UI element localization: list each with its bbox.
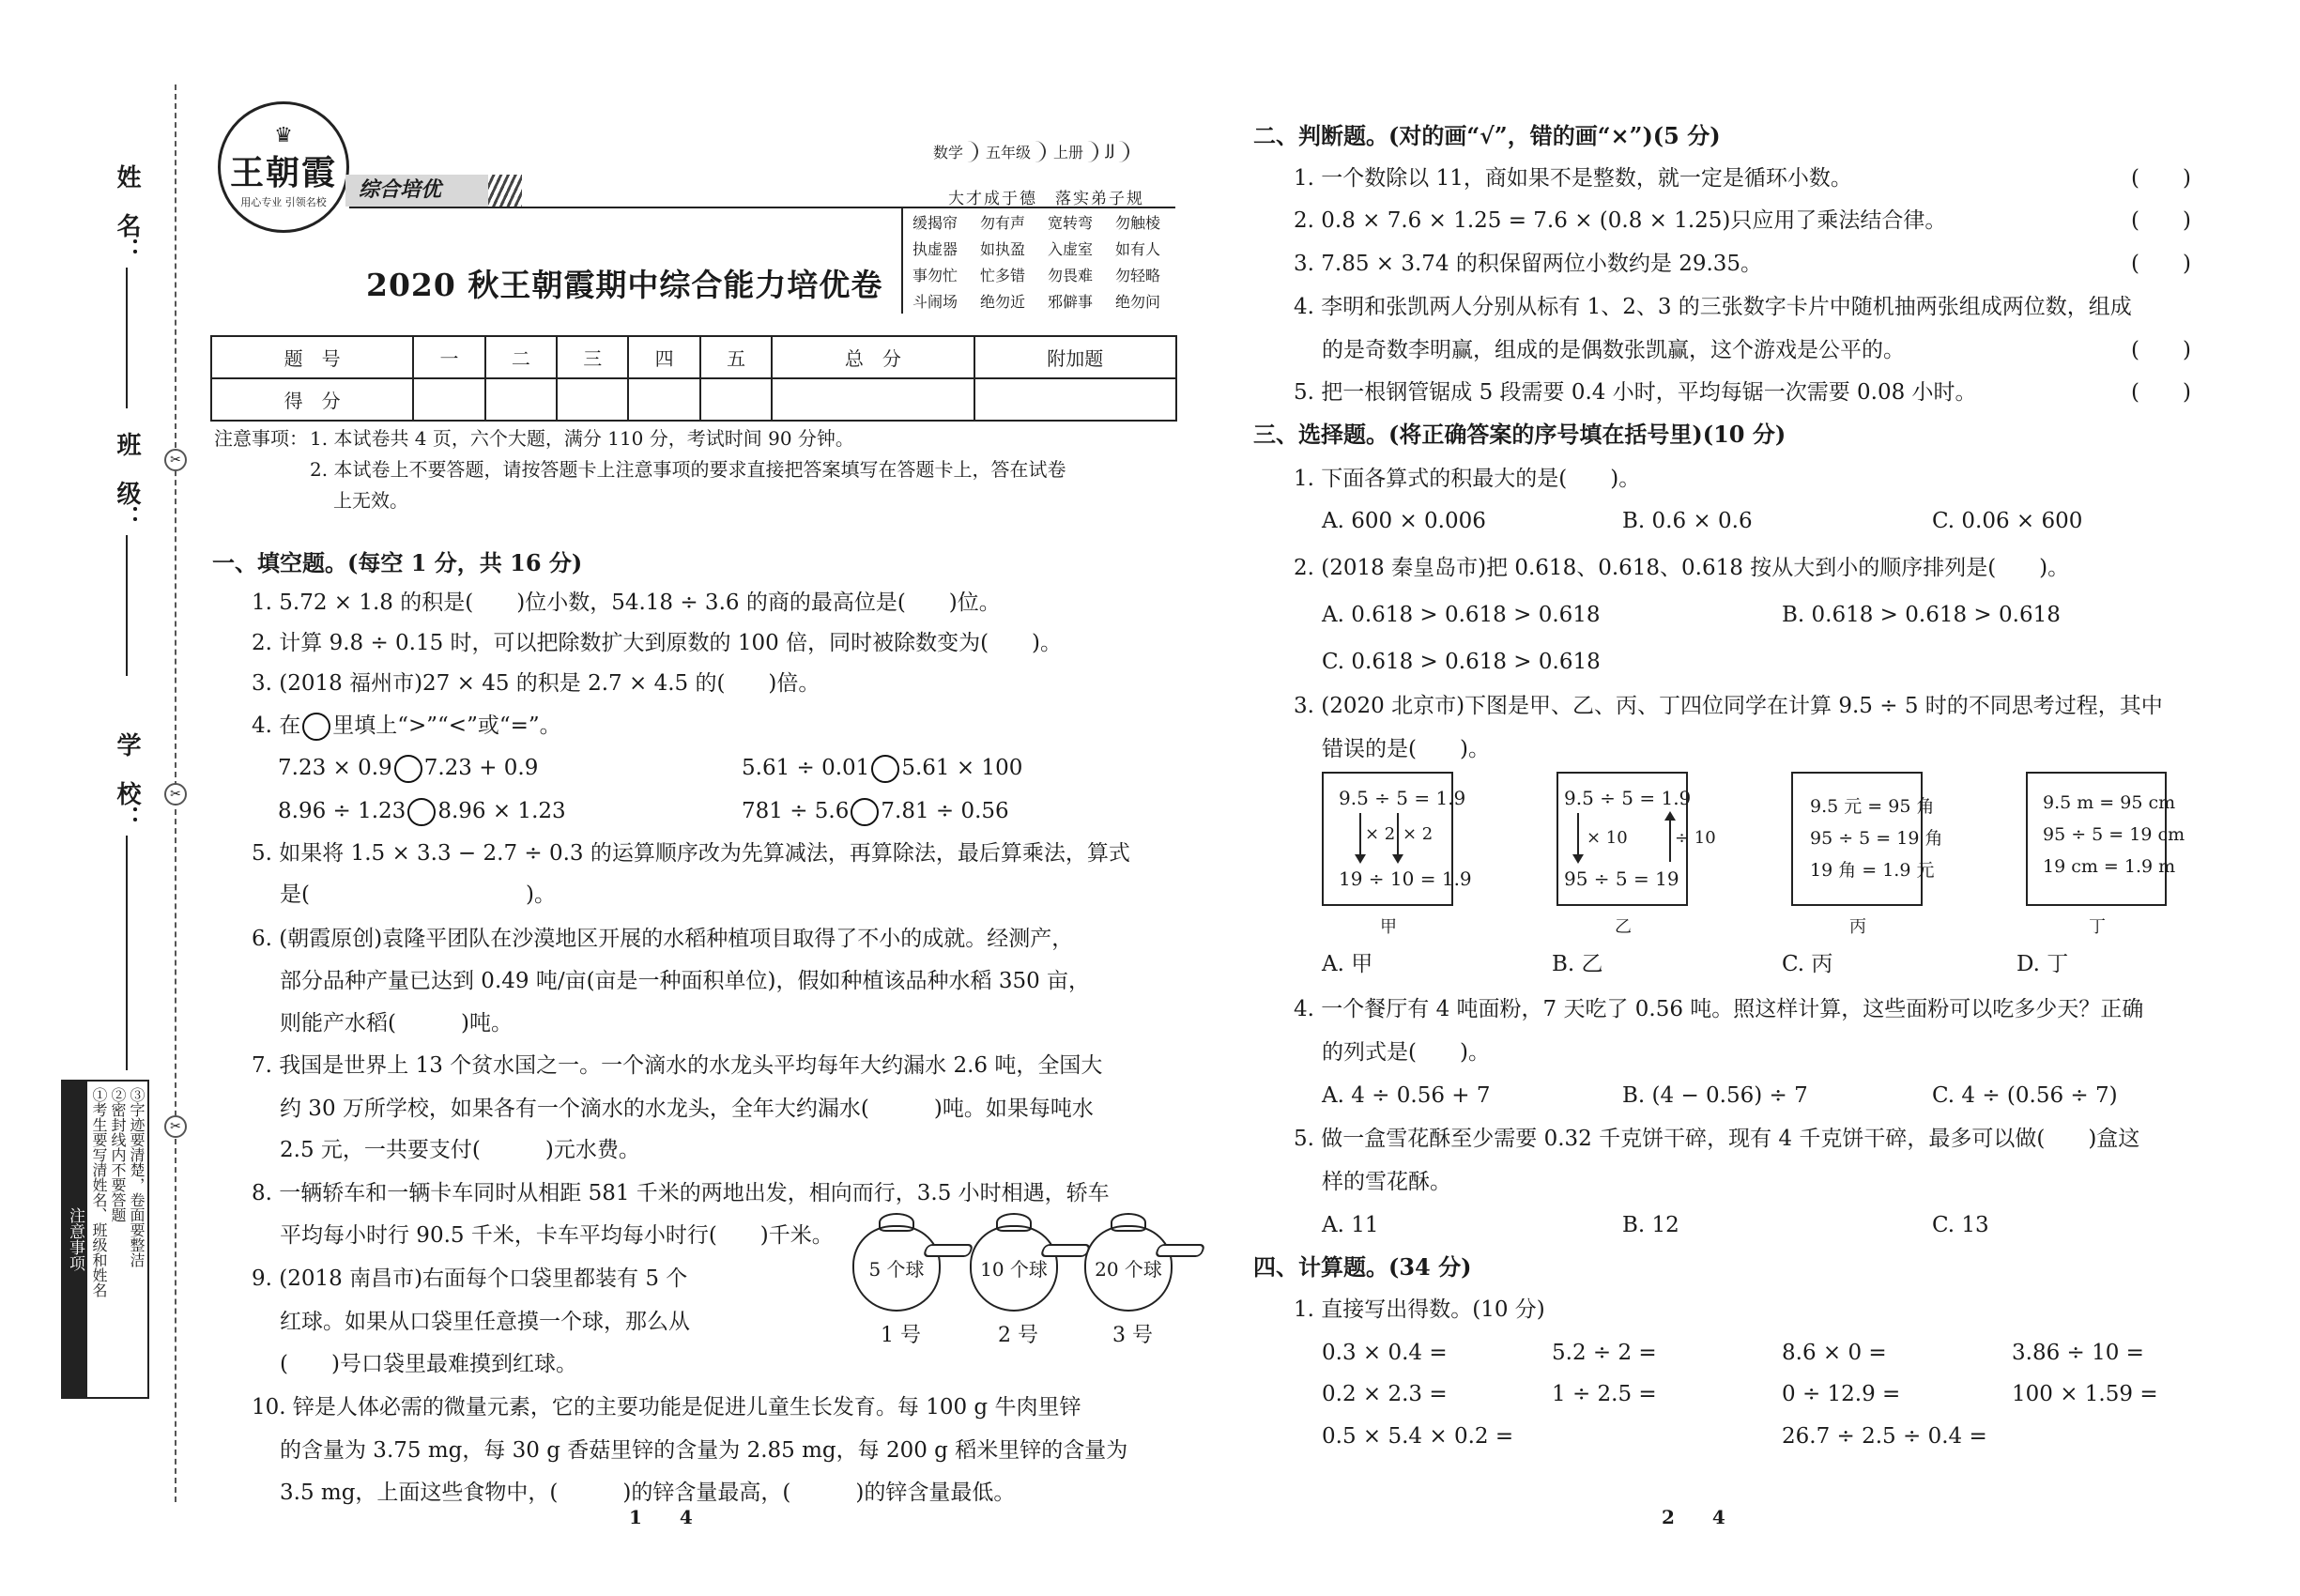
question-text: 6. (朝霞原创)袁隆平团队在沙漠地区开展的水稻种植项目取得了不小的成就。经测产，	[252, 927, 1074, 951]
compare-item	[742, 797, 1009, 826]
table-header: 附加题	[974, 336, 1176, 378]
box-op: × 2	[1403, 824, 1434, 844]
calc-item: 3.86 ÷ 10 =	[2012, 1341, 2144, 1365]
box-line: 9.5 元 = 95 角	[1810, 796, 1935, 817]
option-b: B. (4 − 0.56) ÷ 7	[1622, 1083, 1808, 1108]
rule-text: 入虚室	[1048, 239, 1094, 258]
score-cell[interactable]	[557, 378, 628, 421]
question-text: 4. 一个餐厅有 4 吨面粉，7 天吃了 0.56 吨。照这样计算，这些面粉可以吃多少天？正确	[1294, 997, 2144, 1021]
method-box-bing	[1791, 772, 1943, 906]
table-header: 一	[413, 336, 484, 378]
box-op: ÷ 10	[1675, 828, 1716, 848]
box-label: 丁	[2089, 917, 2106, 937]
question-text: 5. 如果将 1.5 × 3.3 − 2.7 ÷ 0.3 的运算顺序改为先算减法，再算除法，最后算乘法，算式	[252, 841, 1130, 866]
answer-paren[interactable]: ( )	[2131, 380, 2191, 405]
box-op: × 2	[1365, 824, 1396, 844]
box-label: 丙	[1849, 917, 1866, 937]
score-cell[interactable]	[700, 378, 772, 421]
compare-circle-icon[interactable]	[407, 798, 436, 826]
rule-text: 斗闹场	[912, 292, 958, 311]
answer-paren[interactable]: ( )	[2131, 208, 2191, 233]
name-field	[108, 164, 146, 408]
table-header: 五	[700, 336, 772, 378]
calc-item: 100 × 1.59 =	[2012, 1382, 2158, 1406]
compare-item	[742, 754, 1022, 783]
question-text: 样的雪花酥。	[1322, 1170, 1451, 1194]
score-cell[interactable]	[485, 378, 557, 421]
table-row	[211, 378, 1176, 421]
name-label: 姓 名：	[113, 164, 141, 262]
motto: 大才成于德 落实弟子规	[948, 190, 1144, 208]
box-line: 95 ÷ 5 = 19 cm	[2043, 824, 2185, 845]
bag-ribbon	[1154, 1244, 1205, 1257]
answer-paren[interactable]: ( )	[2131, 252, 2191, 276]
name-line[interactable]	[126, 268, 128, 408]
option-c: C. 4 ÷ (0.56 ÷ 7)	[1932, 1083, 2118, 1108]
question-text: 3. (2018 福州市)27 × 45 的积是 2.7 × 4.5 的( )倍。	[252, 671, 820, 696]
crumb-term: 上册	[1050, 141, 1098, 162]
brand-name: 王朝霞	[229, 152, 337, 192]
option-c: C. 0.06 × 600	[1932, 509, 2083, 533]
arrow-up-icon	[1669, 813, 1671, 862]
question-text: 2. (2018 秦皇岛市)把 0.618、0.618、0.618 按从大到小的顺序排列是( )。	[1294, 556, 2070, 580]
compare-right: 7.81 ÷ 0.56	[881, 799, 1009, 823]
bag-label: 3 号	[1112, 1324, 1153, 1347]
box-line: 9.5 ÷ 5 = 1.9	[1564, 787, 1692, 809]
page-title: 2020 秋王朝霞期中综合能力培优卷	[366, 267, 883, 303]
rule-text: 勿有声	[980, 213, 1026, 232]
notice-line: 上无效。	[333, 489, 408, 512]
option-b: B. 0.618 > 0.618 > 0.618	[1782, 603, 2061, 627]
binding-strip	[0, 0, 188, 1596]
question-text: 1. 一个数除以 11，商如果不是整数，就一定是循环小数。	[1294, 166, 1852, 191]
rule-text: 缓揭帘	[912, 213, 958, 232]
option-a: A. 甲	[1322, 952, 1373, 976]
calc-item: 0.2 × 2.3 =	[1322, 1382, 1448, 1406]
answer-paren[interactable]: ( )	[2131, 166, 2191, 191]
row-label: 得 分	[211, 378, 413, 421]
box-line: 19 cm = 1.9 m	[2043, 856, 2176, 877]
question-text: 1. 直接写出得数。(10 分)	[1294, 1297, 1545, 1322]
brand-slogan: 用心专业 引领名校	[240, 195, 327, 208]
question-text: 是( )。	[280, 882, 556, 907]
series-stripes	[488, 175, 522, 207]
table-header: 三	[557, 336, 628, 378]
crown-icon: ♛	[274, 123, 293, 147]
option-b: B. 乙	[1552, 952, 1603, 976]
option-c: C. 丙	[1782, 952, 1833, 976]
table-header: 总 分	[772, 336, 974, 378]
section-heading: 二、判断题。(对的画“√”，错的画“×”)(5 分)	[1253, 122, 1721, 149]
question-text: 错误的是( )。	[1322, 737, 1490, 761]
box-line: 95 ÷ 5 = 19	[1564, 867, 1679, 890]
score-cell[interactable]	[413, 378, 484, 421]
question-text: 的是奇数李明赢，组成的是偶数张凯赢，这个游戏是公平的。	[1322, 338, 1905, 362]
box-line: 9.5 ÷ 5 = 1.9	[1339, 787, 1466, 809]
brand-logo	[218, 101, 349, 233]
rule-text: 勿轻略	[1115, 266, 1161, 284]
question-text: 7. 我国是世界上 13 个贫水国之一。一个滴水的水龙头平均每年大约漏水 2.6 吨，全国大	[252, 1053, 1103, 1078]
method-box-jia	[1322, 772, 1472, 906]
box-line: 19 ÷ 10 = 1.9	[1339, 867, 1472, 890]
question-text: 的列式是( )。	[1322, 1040, 1490, 1065]
rule-text: 勿畏难	[1048, 266, 1094, 284]
compare-left: 5.61 ÷ 0.01	[742, 756, 870, 780]
bag-label: 1 号	[881, 1324, 921, 1347]
option-c: C. 13	[1932, 1213, 1989, 1237]
binding-notice-box	[61, 1080, 149, 1399]
calc-item: 1 ÷ 2.5 =	[1552, 1382, 1657, 1406]
question-text: 平均每小时行 90.5 千米，卡车平均每小时行( )千米。	[280, 1223, 834, 1248]
question-text: ( )号口袋里最难摸到红球。	[280, 1352, 577, 1376]
option-a: A. 11	[1322, 1213, 1379, 1237]
box-label: 乙	[1615, 917, 1632, 937]
school-field	[108, 732, 146, 1070]
question-text: 2. 0.8 × 7.6 × 1.25 = 7.6 × (0.8 × 1.25)只应用了乘法结合律。	[1294, 208, 1947, 233]
answer-paren[interactable]: ( )	[2131, 338, 2191, 362]
question-text: 10. 锌是人体必需的微量元素，它的主要功能是促进儿童生长发育。每 100 g 牛肉里锌	[252, 1395, 1081, 1420]
rule-text: 如执盈	[980, 239, 1026, 258]
calc-item: 5.2 ÷ 2 =	[1552, 1341, 1657, 1365]
question-text: 2.5 元，一共要支付( )元水费。	[280, 1138, 640, 1162]
rule-text: 邪僻事	[1048, 292, 1094, 311]
q4-prefix: 4. 在	[252, 714, 301, 738]
section-heading: 四、计算题。(34 分)	[1253, 1253, 1472, 1281]
compare-left: 7.23 × 0.9	[278, 756, 392, 780]
box-line: 9.5 m = 95 cm	[2043, 792, 2176, 813]
option-a: A. 600 × 0.006	[1322, 509, 1486, 533]
bag-2: 10 个球	[970, 1225, 1058, 1312]
table-row	[211, 336, 1176, 378]
table-header: 题 号	[211, 336, 413, 378]
notice-line: 1. 本试卷共 4 页，六个大题，满分 110 分，考试时间 90 分钟。	[310, 427, 854, 450]
question-text: 1. 下面各算式的积最大的是( )。	[1294, 467, 1641, 491]
compare-item	[278, 754, 538, 783]
binding-notice-line: ①考生要写清姓名、班级和姓名	[90, 1087, 108, 1297]
question-text	[252, 712, 561, 741]
score-table	[210, 335, 1177, 422]
bag-label: 2 号	[998, 1324, 1038, 1347]
rule-text: 绝勿近	[980, 292, 1026, 311]
scissors-icon: ✂	[164, 1115, 187, 1138]
question-text: 3.5 mg，上面这些食物中，( )的锌含量最高，( )的锌含量最低。	[280, 1481, 1016, 1505]
scissors-icon: ✂	[164, 449, 187, 471]
class-label: 班 级：	[113, 432, 141, 529]
calc-item: 26.7 ÷ 2.5 ÷ 0.4 =	[1782, 1424, 1987, 1449]
school-line[interactable]	[126, 836, 128, 1070]
box-line: 19 角 = 1.9 元	[1810, 860, 1935, 881]
rule-text: 忙多错	[980, 266, 1026, 284]
option-c: C. 0.618 > 0.618 > 0.618	[1322, 650, 1601, 674]
box-label: 甲	[1380, 917, 1397, 937]
compare-item	[278, 797, 566, 826]
compare-circle-icon[interactable]	[851, 798, 879, 826]
section-heading: 三、选择题。(将正确答案的序号填在括号里)(10 分)	[1253, 421, 1786, 448]
question-text: 3. 7.85 × 3.74 的积保留两位小数约是 29.35。	[1294, 252, 1763, 276]
compare-right: 5.61 × 100	[901, 756, 1023, 780]
rule-text: 如有人	[1115, 239, 1161, 258]
question-text: 2. 计算 9.8 ÷ 0.15 时，可以把除数扩大到原数的 100 倍，同时被除数变为( )。	[252, 631, 1063, 655]
question-text: 部分品种产量已达到 0.49 吨/亩(亩是一种面积单位)，假如种植该品种水稻 350 亩，	[280, 969, 1091, 993]
binding-notice-line: ③字迹要清楚，卷面要整洁	[128, 1087, 146, 1267]
question-text: 红球。如果从口袋里任意摸一个球，那么从	[280, 1310, 690, 1334]
question-text: 5. 做一盒雪花酥至少需要 0.32 千克饼干碎，现有 4 千克饼干碎，最多可以做( )盒这	[1294, 1127, 2140, 1151]
section-heading: 一、填空题。(每空 1 分，共 16 分)	[212, 549, 583, 576]
question-text: 5. 把一根钢管锯成 5 段需要 0.4 小时，平均每锯一次需要 0.08 小时。	[1294, 380, 1977, 405]
box-op: × 10	[1587, 828, 1628, 848]
calc-item: 0.3 × 0.4 =	[1322, 1341, 1448, 1365]
calc-item: 0.5 × 5.4 × 0.2 =	[1322, 1424, 1514, 1449]
option-d: D. 丁	[2016, 952, 2069, 976]
compare-left: 8.96 ÷ 1.23	[278, 799, 406, 823]
table-header: 二	[485, 336, 557, 378]
bag-3: 20 个球	[1084, 1225, 1173, 1312]
option-b: B. 0.6 × 0.6	[1622, 509, 1753, 533]
compare-circle-icon[interactable]	[871, 755, 899, 783]
box-line: 95 ÷ 5 = 19 角	[1810, 828, 1943, 849]
question-text: 4. 李明和张凯两人分别从标有 1、2、3 的三张数字卡片中随机抽两张组成两位数，组成	[1294, 295, 2132, 319]
notice-line: 2. 本试卷上不要答题，请按答题卡上注意事项的要求直接把答案填写在答题卡上，答在试卷	[310, 458, 1066, 481]
class-line[interactable]	[126, 535, 128, 676]
compare-right: 8.96 × 1.23	[437, 799, 566, 823]
crumb-subject: 数学	[929, 141, 978, 162]
crumb-grade: 五年级	[982, 141, 1046, 162]
question-text: 9. (2018 南昌市)右面每个口袋里都装有 5 个	[252, 1266, 688, 1291]
option-b: B. 12	[1622, 1213, 1679, 1237]
rules-grid	[901, 208, 1183, 314]
score-cell[interactable]	[772, 378, 974, 421]
question-text: 则能产水稻( )吨。	[280, 1011, 513, 1036]
arrow-down-icon	[1397, 813, 1399, 862]
calc-item: 0 ÷ 12.9 =	[1782, 1382, 1901, 1406]
notice-label: 注意事项：	[214, 427, 308, 450]
rule-text: 勿触棱	[1115, 213, 1161, 232]
method-box-yi	[1556, 772, 1716, 906]
rule-text: 事勿忙	[912, 266, 958, 284]
rule-text: 宽转弯	[1048, 213, 1094, 232]
series-badge: 综合培优	[345, 175, 522, 207]
breadcrumb	[929, 141, 1129, 162]
option-a: A. 4 ÷ 0.56 + 7	[1322, 1083, 1491, 1108]
arrow-down-icon	[1577, 813, 1579, 862]
scissors-icon: ✂	[164, 783, 187, 806]
calc-item: 8.6 × 0 =	[1782, 1341, 1887, 1365]
binding-notice-head: 注意事项	[63, 1082, 87, 1397]
rule-text: 执虚器	[912, 239, 958, 258]
option-a: A. 0.618 > 0.618 > 0.618	[1322, 603, 1601, 627]
crumb-edition: JJ	[1102, 141, 1129, 162]
question-text: 3. (2020 北京市)下图是甲、乙、丙、丁四位同学在计算 9.5 ÷ 5 时的不同思考过程，其中	[1294, 694, 2163, 718]
bag-1: 5 个球	[852, 1225, 941, 1312]
compare-left: 781 ÷ 5.6	[742, 799, 850, 823]
bag-ribbon	[922, 1244, 974, 1257]
question-text: 的含量为 3.75 mg，每 30 g 香菇里锌的含量为 2.85 mg，每 200 g 稻米里锌的含量为	[280, 1438, 1128, 1463]
score-cell[interactable]	[628, 378, 699, 421]
q4-suffix: 里填上“>”“<”或“=”。	[332, 714, 561, 738]
question-text: 约 30 万所学校，如果各有一个滴水的水龙头，全年大约漏水( )吨。如果每吨水	[280, 1097, 1094, 1121]
bag-ribbon	[1039, 1244, 1091, 1257]
question-text: 8. 一辆轿车和一辆卡车同时从相距 581 千米的两地出发，相向而行，3.5 小时相遇，轿车	[252, 1181, 1110, 1205]
school-label: 学 校：	[113, 732, 141, 830]
score-cell[interactable]	[974, 378, 1176, 421]
rule-text: 绝勿问	[1115, 292, 1161, 311]
arrow-down-icon	[1359, 813, 1361, 862]
compare-right: 7.23 + 0.9	[423, 756, 539, 780]
class-field	[108, 432, 146, 676]
page-number: 2 4	[1662, 1506, 1725, 1528]
question-text: 1. 5.72 × 1.8 的积是( )位小数，54.18 ÷ 3.6 的商的最高位是( )位。	[252, 591, 1001, 615]
table-header: 四	[628, 336, 699, 378]
binding-notice-line: ②密封线内不要答题	[109, 1087, 127, 1222]
method-box-ding	[2026, 772, 2185, 906]
compare-circle-icon[interactable]	[394, 755, 422, 783]
compare-circle-icon	[302, 713, 330, 741]
page-number: 1 4	[629, 1506, 693, 1528]
